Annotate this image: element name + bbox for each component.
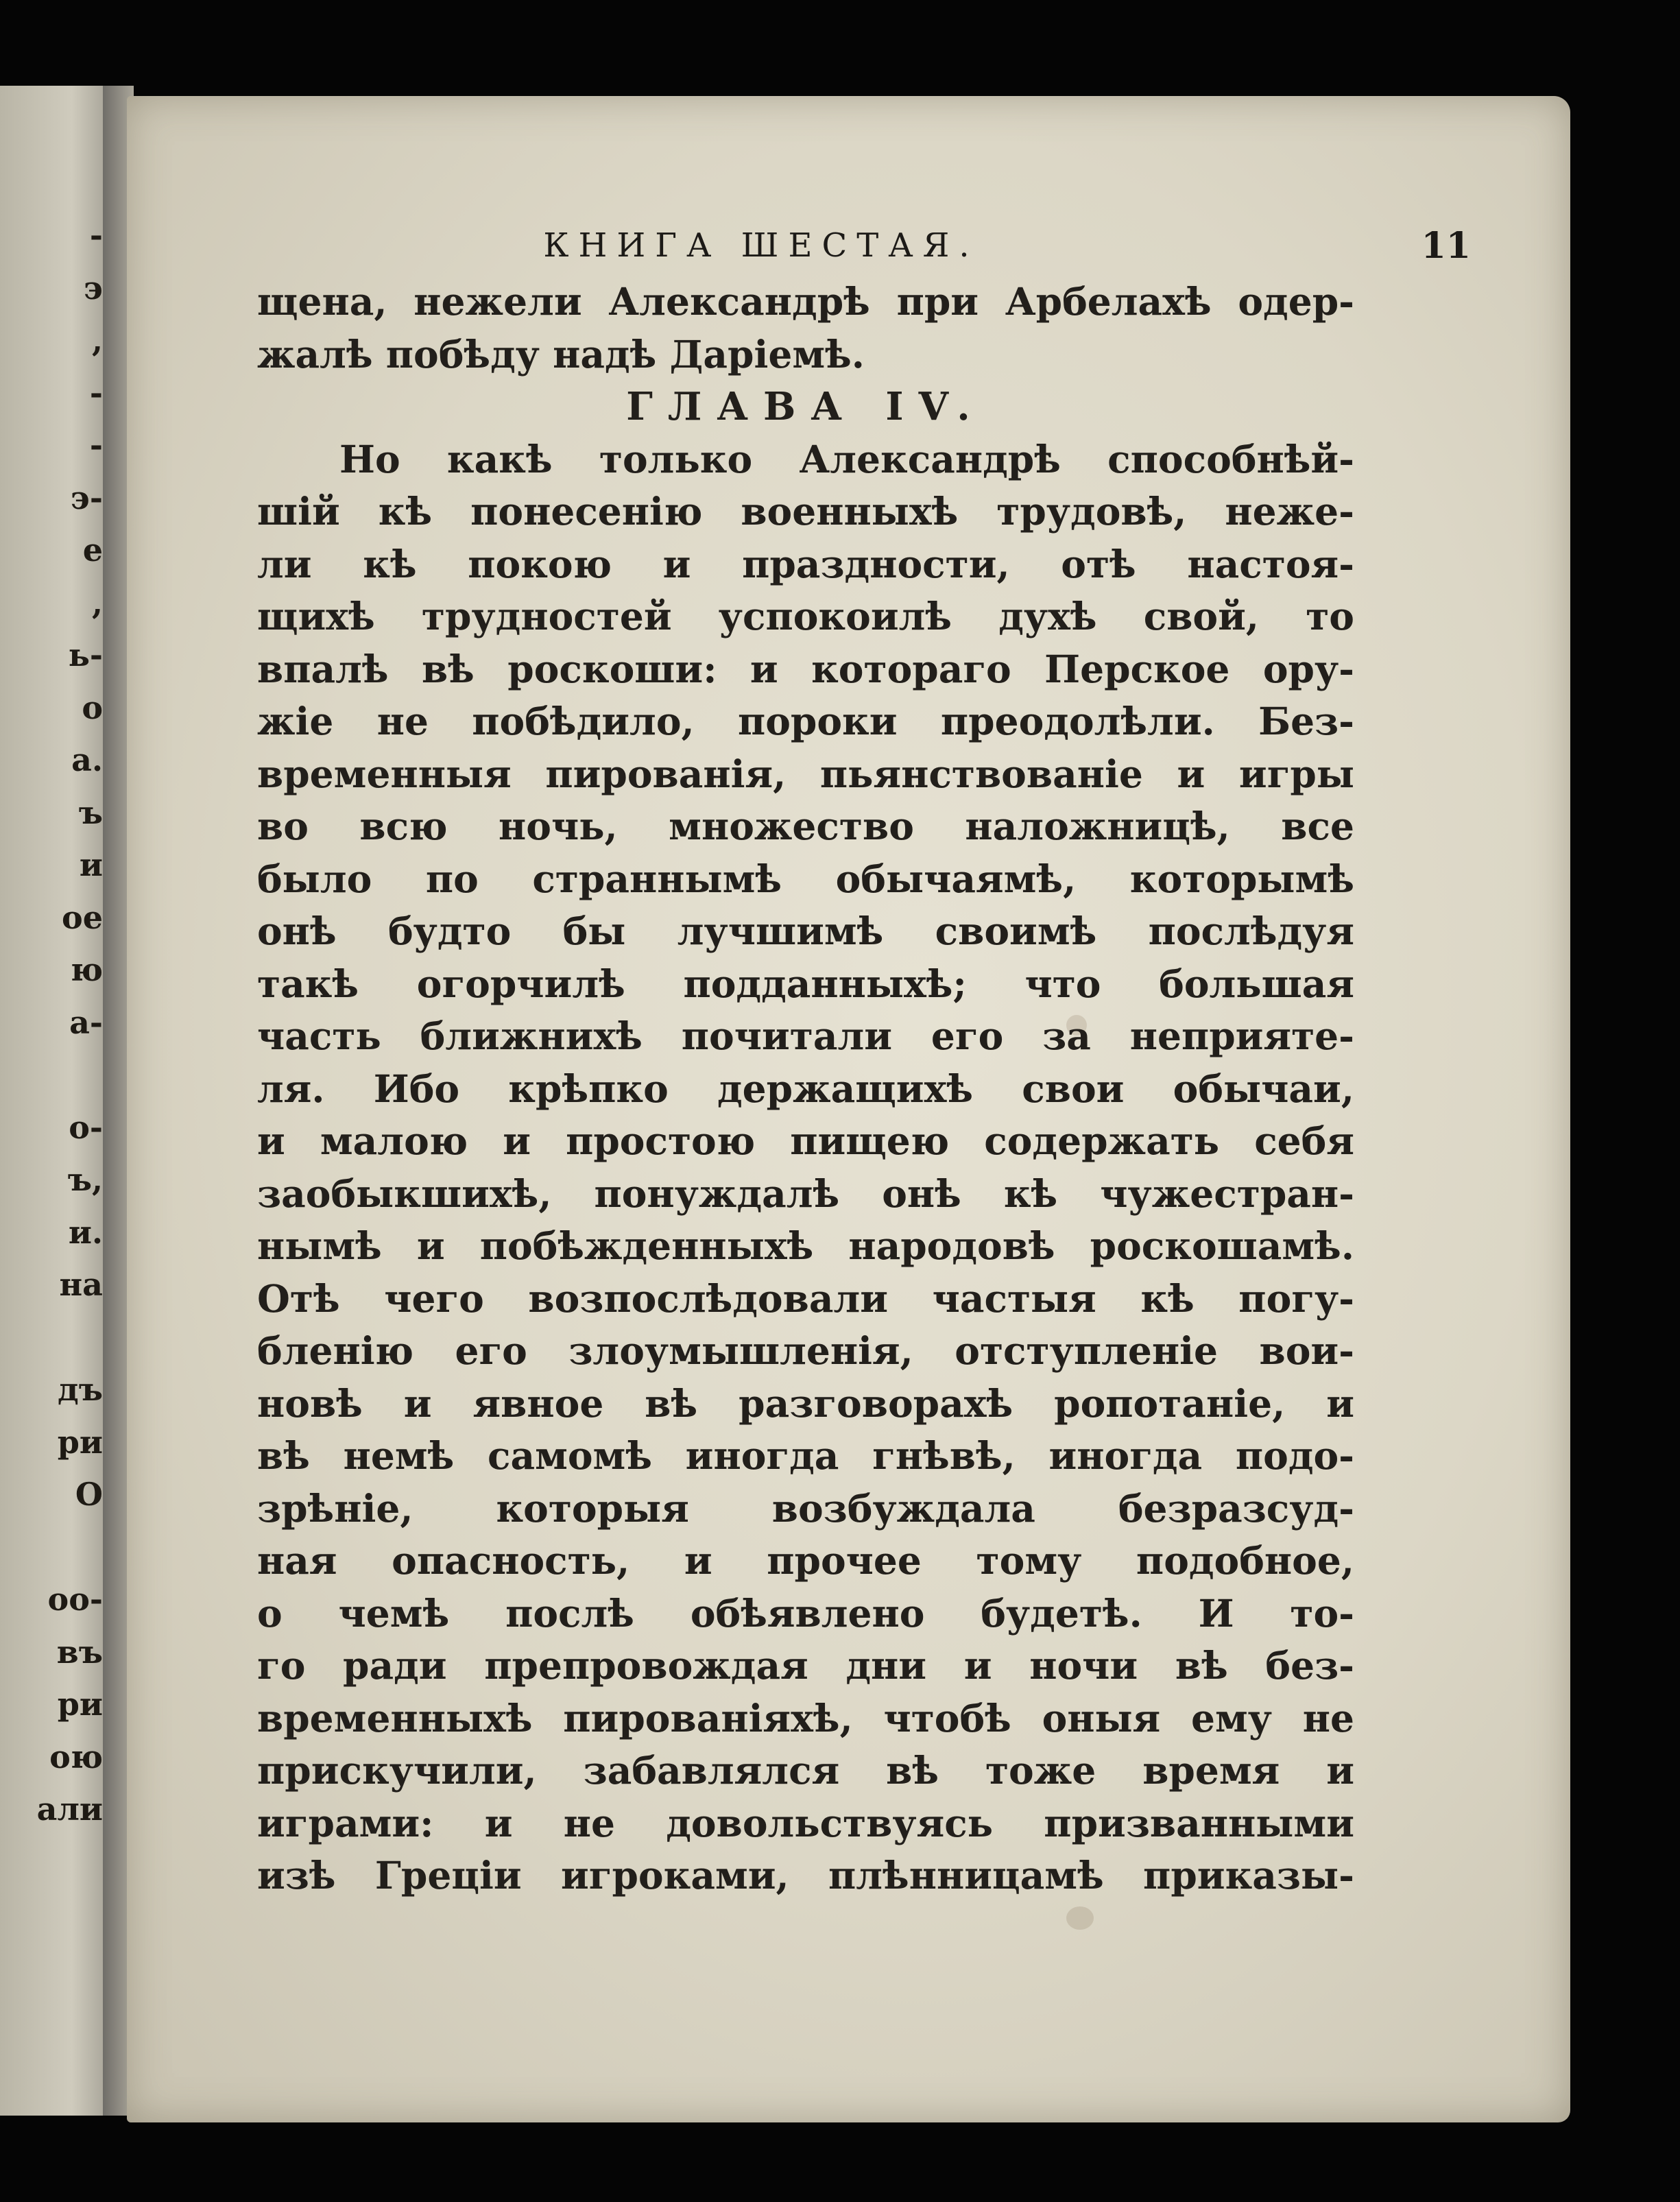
text-line: впалѣ вѣ роскоши: и котораго Перское ору-: [257, 646, 1354, 691]
text-line: Но какѣ только Александрѣ способнѣй-: [339, 436, 1354, 481]
left-page-fragment: о-: [69, 1108, 103, 1146]
left-page-fragment: дъ: [58, 1371, 103, 1408]
left-page-fragment: О: [75, 1476, 103, 1513]
left-page-fragment: э: [83, 269, 103, 307]
left-page-fragment: ь-: [68, 636, 103, 673]
text-line: о чемѣ послѣ обѣявлено будетѣ. И то-: [257, 1590, 1354, 1636]
left-page-fragment: ,: [91, 322, 103, 359]
left-page-fragment: ю: [70, 951, 103, 988]
left-page-fragment: и: [79, 846, 103, 883]
text-line: онѣ будто бы лучшимѣ своимѣ послѣдуя: [257, 909, 1354, 953]
text-line: новѣ и явное вѣ разговорахѣ ропотаніе, и: [257, 1380, 1354, 1426]
text-line: было по страннымѣ обычаямѣ, которымѣ: [257, 856, 1354, 901]
text-line: щена, нежели Александрѣ при Арбелахѣ одер-: [257, 279, 1354, 324]
text-line: шій кѣ понесенію военныхѣ трудовѣ, неже-: [257, 489, 1354, 534]
body-text: [257, 276, 1354, 1902]
left-page-fragment: ри: [57, 1423, 103, 1461]
text-line: ля. Ибо крѣпко держащихѣ свои обычаи,: [257, 1066, 1354, 1111]
text-line: Отѣ чего возпослѣдовали частыя кѣ погу-: [257, 1276, 1354, 1321]
text-line: го ради препровождая дни и ночи вѣ без-: [257, 1643, 1354, 1688]
left-page-fragment: ,: [91, 584, 103, 621]
left-page-fragment: ъ,: [67, 1161, 103, 1198]
left-page-fragment: и.: [68, 1213, 103, 1251]
book-page: [127, 96, 1570, 2122]
left-page-fragment: -: [89, 217, 103, 254]
text-line: бленію его злоумышленія, отступленіе вои-: [257, 1328, 1354, 1373]
left-page-fragment: ри: [57, 1686, 103, 1723]
left-page-fragment: -: [89, 374, 103, 411]
left-page-fragment: али: [36, 1791, 103, 1828]
text-line: прискучили, забавлялся вѣ тоже время и: [257, 1748, 1354, 1793]
text-line: и малою и простою пищею содержать себя: [257, 1118, 1354, 1163]
left-page-fragment: оо-: [47, 1581, 103, 1618]
text-line: зрѣніе, которыя возбуждала безразсуд-: [257, 1485, 1354, 1531]
text-line: щихѣ трудностей успокоилѣ духѣ свой, то: [257, 594, 1354, 638]
text-line: временныя пированія, пьянствованіе и игры: [257, 751, 1354, 796]
left-page-fragment: ое: [62, 898, 103, 936]
text-line: ная опасность, и прочее тому подобное,: [257, 1538, 1354, 1583]
left-page-fragment: о: [82, 689, 103, 726]
left-page-fragment: э-: [70, 479, 103, 516]
text-line: часть ближнихѣ почитали его за неприяте-: [257, 1014, 1354, 1058]
text-line: вѣ немѣ самомѣ иногда гнѣвѣ, иногда подо-: [257, 1433, 1354, 1478]
text-line: играми: и не довольствуясь призванными: [257, 1800, 1354, 1845]
text-line: жіе не побѣдило, пороки преодолѣли. Без-: [257, 699, 1354, 743]
left-page-fragment: a.: [71, 741, 103, 778]
text-line: нымѣ и побѣжденныхѣ народовѣ роскошамѣ.: [257, 1223, 1354, 1268]
text-line: изѣ Греціи игроками, плѣнницамѣ приказы-: [257, 1853, 1354, 1898]
text-line: ли кѣ покою и праздности, отѣ настоя-: [257, 541, 1354, 586]
text-line: во всю ночь, множество наложницѣ, все: [257, 804, 1354, 848]
paper-stain: [1066, 1906, 1094, 1930]
text-line: временныхѣ пированіяхѣ, чтобѣ оныя ему не: [257, 1695, 1354, 1740]
text-line: жалѣ побѣду надѣ Даріемѣ.: [257, 331, 865, 376]
left-page-fragment: a-: [69, 1003, 103, 1041]
left-page-fragment: ою: [49, 1738, 103, 1775]
left-page-fragment: -: [89, 427, 103, 464]
left-page-fragment: ъ: [78, 793, 103, 831]
page-number: 11: [1421, 225, 1471, 267]
chapter-heading: ГЛАВА IV.: [626, 384, 985, 429]
left-page-fragment: въ: [56, 1633, 103, 1671]
left-page-fragment: на: [59, 1266, 103, 1303]
left-page-fragment: е: [82, 531, 103, 569]
running-head: КНИГА ШЕСТАЯ.: [543, 226, 979, 265]
text-line: заобыкшихѣ, понуждалѣ онѣ кѣ чужестран-: [257, 1171, 1354, 1216]
text-line: такѣ огорчилѣ подданныхѣ; что большая: [257, 961, 1354, 1006]
